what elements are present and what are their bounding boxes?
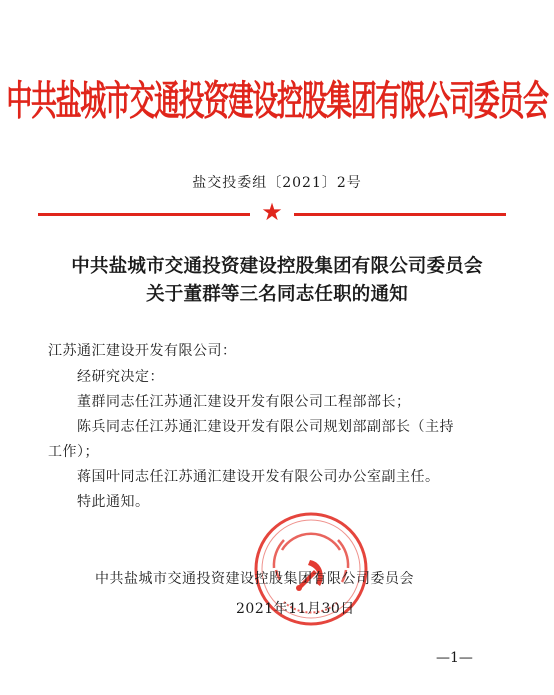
star-icon: ★ [261, 198, 283, 226]
body-paragraph: 特此通知。 [77, 494, 150, 510]
notice-title-line2: 关于董群等三名同志任职的通知 [146, 284, 408, 305]
issue-date: 2021年11月30日 [236, 601, 355, 617]
page-number: —1— [436, 650, 473, 666]
red-divider [38, 198, 506, 227]
signature-organization: 中共盐城市交通投资建设控股集团有限公司委员会 [95, 571, 414, 587]
divider-line-right [294, 213, 506, 216]
red-header-title: 中共盐城市交通投资建设控股集团有限公司委员会 [6, 78, 548, 126]
body-paragraph: 工作）； [48, 444, 99, 460]
divider-line-left [38, 213, 250, 216]
body-paragraph: 董群同志任江苏通汇建设开发有限公司工程部部长； [77, 394, 411, 410]
notice-title-line1: 中共盐城市交通投资建设控股集团有限公司委员会 [71, 256, 483, 277]
body-paragraph: 经研究决定： [77, 369, 164, 385]
addressee: 江苏通汇建设开发有限公司： [48, 343, 237, 359]
body-paragraph: 陈兵同志任江苏通汇建设开发有限公司规划部副部长（主持 [77, 419, 454, 435]
body-paragraph: 蒋国叶同志任江苏通汇建设开发有限公司办公室副主任。 [77, 469, 440, 485]
document-number: 盐交投委组〔2021〕2号 [192, 175, 362, 191]
